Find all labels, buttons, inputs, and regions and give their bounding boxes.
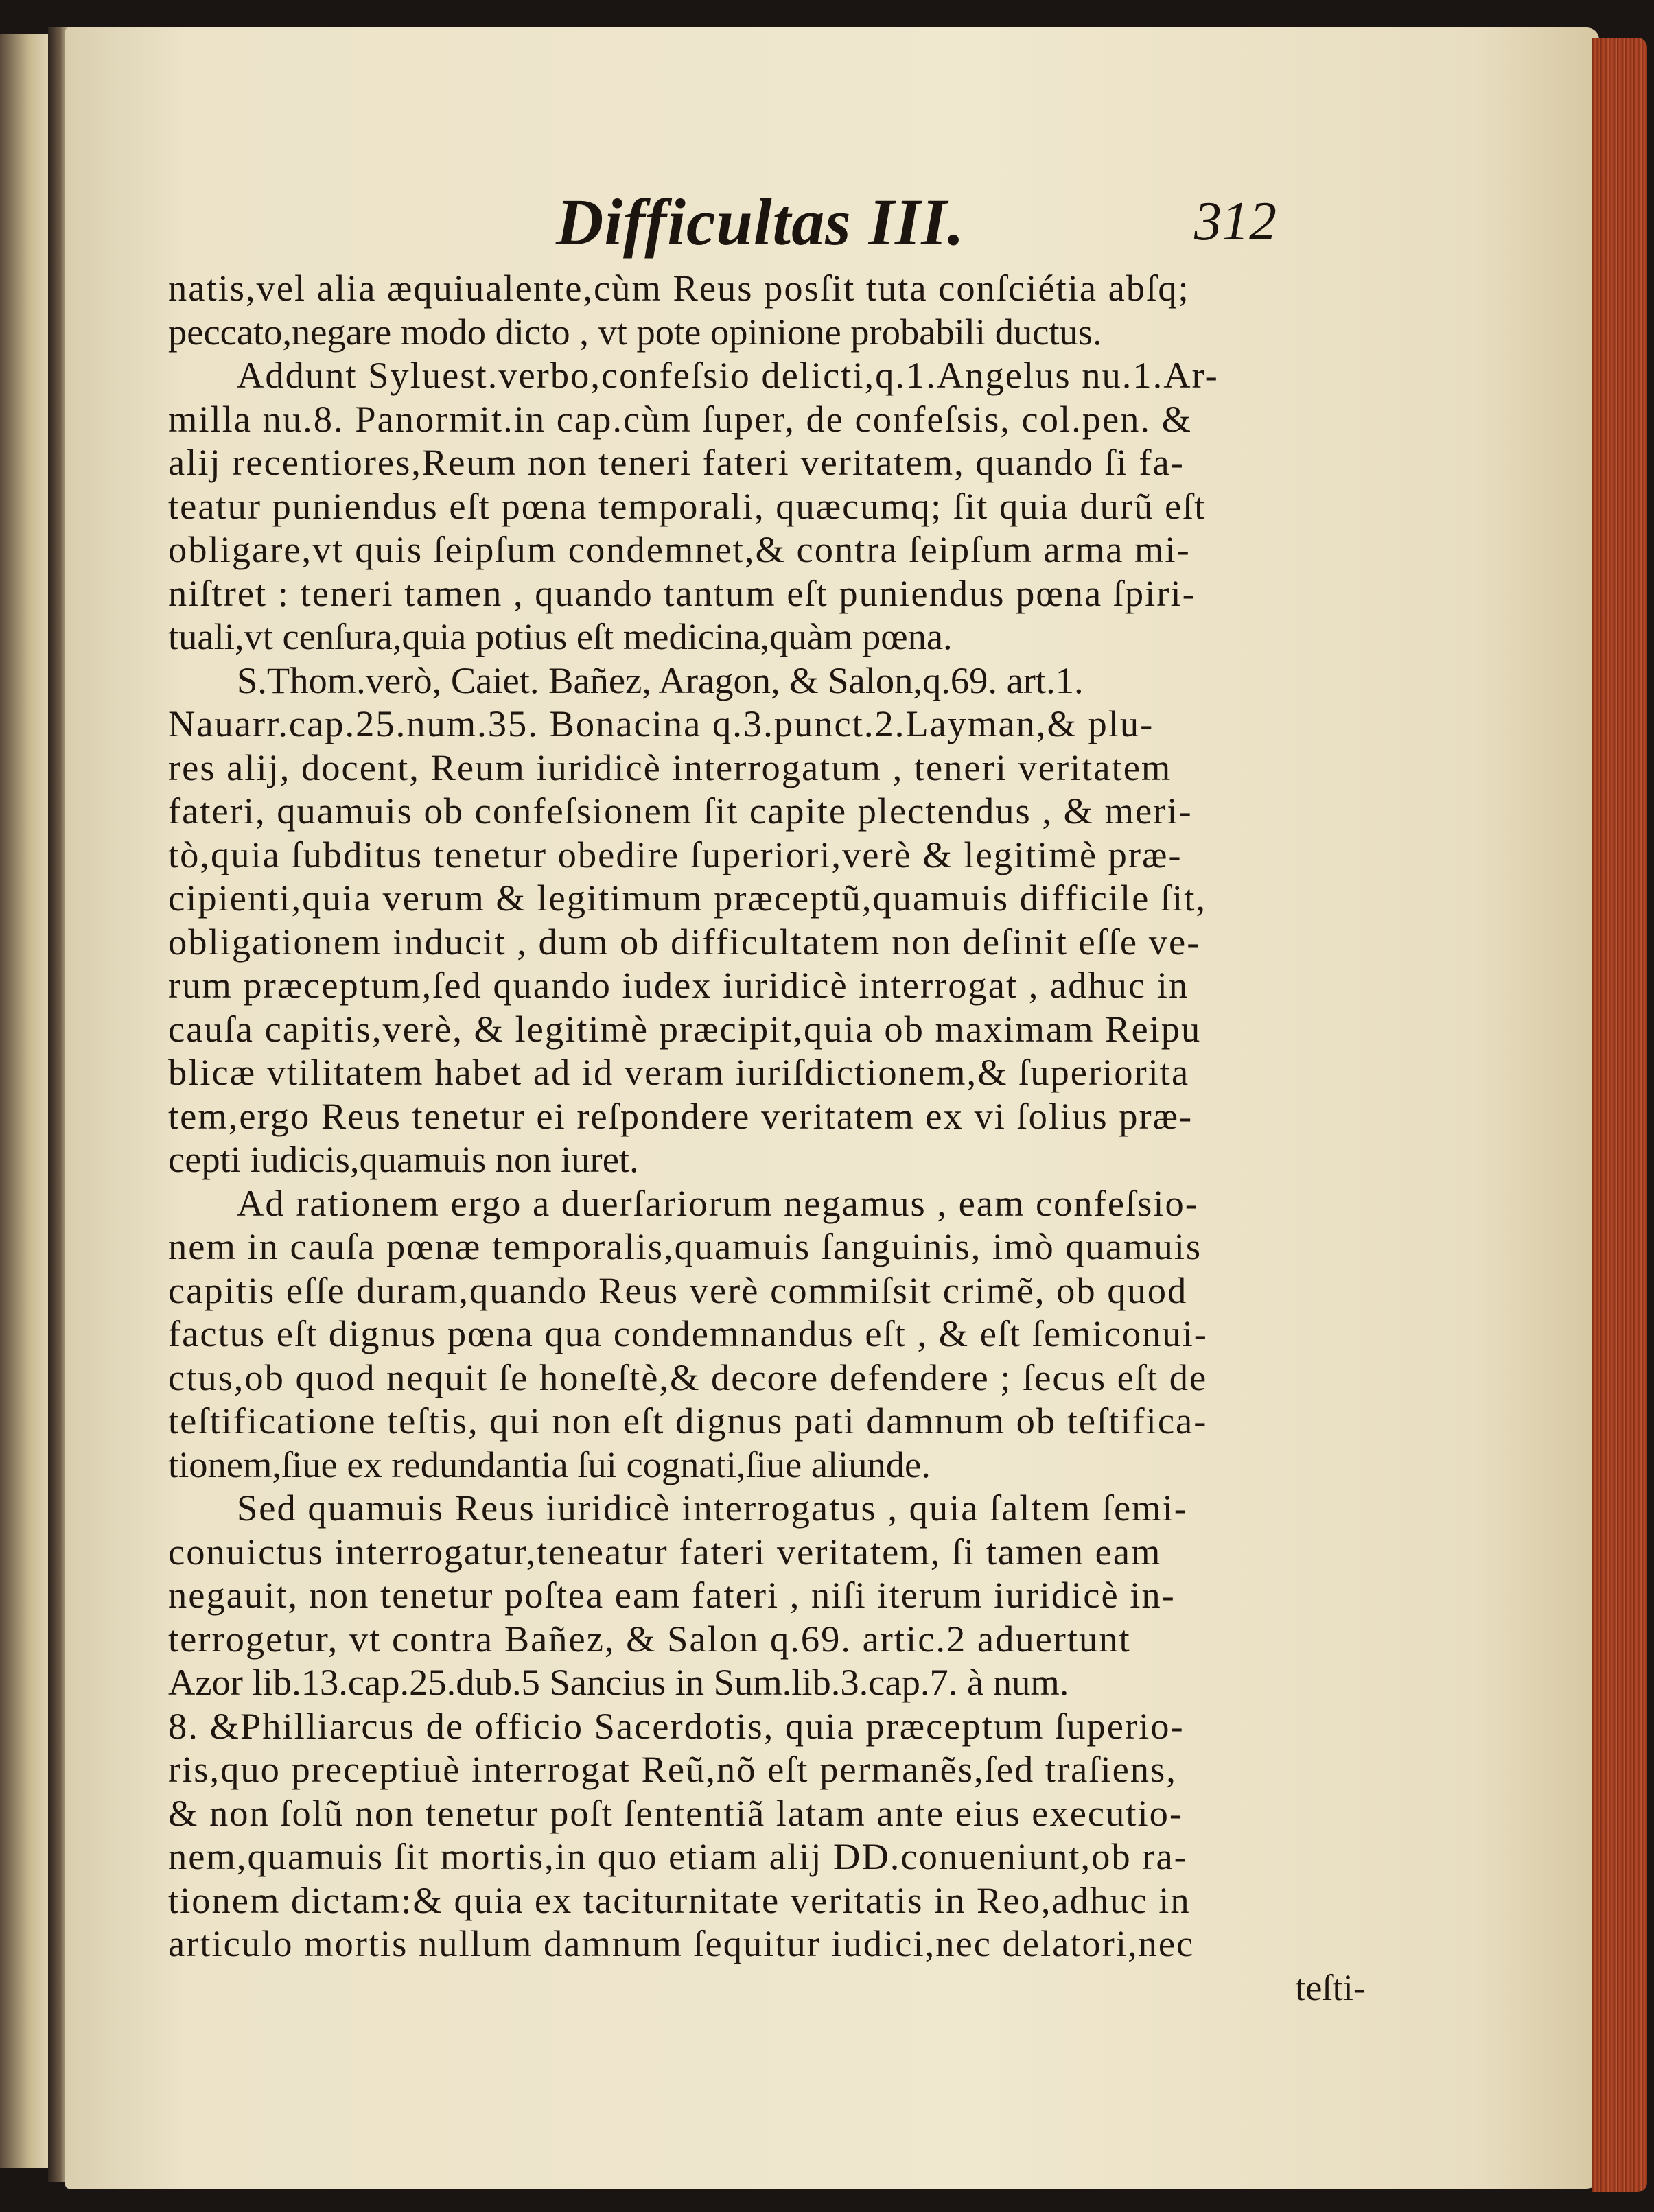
text-line: factus eſt dignus pœna qua condemnandus eſt , & eſt ſemiconui- bbox=[168, 1313, 1208, 1354]
text-line: obligationem inducit , dum ob difficultatem non deſinit eſſe ve- bbox=[168, 920, 1201, 963]
page-number: 312 bbox=[1194, 191, 1277, 252]
book-page bbox=[65, 27, 1599, 2189]
text-line: Sed quamuis Reus iuridicè interrogatus , quia ſaltem ſemi- bbox=[237, 1487, 1188, 1529]
text-line: fateri, quamuis ob confeſsionem ſit capite plectendus , & meri- bbox=[168, 790, 1193, 832]
text-line: ctus,ob quod nequit ſe honeſtè,& decore defendere ; ſecus eſt de bbox=[168, 1356, 1208, 1398]
page-header bbox=[65, 184, 1599, 266]
text-line: blicæ vtilitatem habet ad id veram iuriſdictionem,& ſuperiorita bbox=[168, 1051, 1190, 1093]
text-line: natis,vel alia æquiualente,cùm Reus posſit tuta conſciétia abſq; bbox=[168, 267, 1190, 309]
text-line: nem in cauſa pœnæ temporalis,quamuis ſanguinis, imò quamuis bbox=[168, 1225, 1202, 1267]
text-line: S.Thom.verò, Caiet. Bañez, Aragon, & Salon,q.69. art.1. bbox=[237, 659, 1084, 701]
text-line: Nauarr.cap.25.num.35. Bonacina q.3.punct.2.Layman,& plu- bbox=[168, 703, 1154, 744]
text-line: tionem dictam:& quia ex taciturnitate veritatis in Reo,adhuc in bbox=[168, 1879, 1191, 1921]
text-line: 8. &Philliarcus de officio Sacerdotis, quia præceptum ſuperio- bbox=[168, 1704, 1185, 1747]
left-page-edge bbox=[0, 34, 54, 2168]
text-line: conuictus interrogatur,teneatur fateri veritatem, ſi tamen eam bbox=[168, 1530, 1162, 1573]
text-line: cauſa capitis,verè, & legitimè præcipit,quia ob maximam Reipu bbox=[168, 1007, 1202, 1050]
text-line: rum præceptum,ſed quando iudex iuridicè interrogat , adhuc in bbox=[168, 964, 1189, 1006]
text-line: capitis eſſe duram,quando Reus verè commiſsit crimẽ, ob quod bbox=[168, 1269, 1188, 1311]
text-line: obligare,vt quis ſeipſum condemnet,& contra ſeipſum arma mi- bbox=[168, 528, 1191, 570]
text-line: articulo mortis nullum damnum ſequitur iudici,nec delatori,nec bbox=[168, 1922, 1195, 1964]
text-line: milla nu.8. Panormit.in cap.cùm ſuper, de confeſsis, col.pen. & bbox=[168, 397, 1193, 440]
text-line: & non ſolũ non tenetur poſt ſententiã latam ante eius executio- bbox=[168, 1791, 1184, 1834]
text-line: nem,quamuis ſit mortis,in quo etiam alij DD.conueniunt,ob ra- bbox=[168, 1835, 1188, 1877]
text-line: tò,quia ſubditus tenetur obedire ſuperiori,verè & legitimè præ- bbox=[168, 833, 1183, 875]
running-title: Difficultas III. bbox=[556, 185, 965, 259]
text-line: alij recentiores,Reum non teneri fateri veritatem, quando ſi fa- bbox=[168, 441, 1185, 483]
text-line: Azor lib.13.cap.25.dub.5 Sancius in Sum.lib.3.cap.7. à num. bbox=[168, 1661, 1069, 1703]
text-line: teatur puniendus eſt pœna temporali, quæcumq; ſit quia durũ eſt bbox=[168, 484, 1207, 527]
text-line: tionem,ſiue ex redundantia ſui cognati,ſiue aliunde. bbox=[168, 1443, 931, 1485]
body-text bbox=[168, 266, 1366, 2009]
text-line: ris,quo preceptiuè interrogat Reũ,nõ eſt permanẽs,ſed traſiens, bbox=[168, 1748, 1177, 1790]
text-line: peccato,negare modo dicto , vt pote opinione probabili ductus. bbox=[168, 310, 1102, 353]
text-line: negauit, non tenetur poſtea eam fateri , niſi iterum iuridicè in- bbox=[168, 1574, 1176, 1616]
text-line: Addunt Syluest.verbo,confeſsio delicti,q.1.Angelus nu.1.Ar- bbox=[237, 354, 1219, 396]
page-fore-edge bbox=[1592, 38, 1647, 2192]
text-line: tuali,vt cenſura,quia potius eſt medicina,quàm pœna. bbox=[168, 615, 953, 657]
text-line: terrogetur, vt contra Bañez, & Salon q.69. artic.2 aduertunt bbox=[168, 1617, 1131, 1660]
catchword: teſti- bbox=[1295, 1966, 1366, 2008]
text-line: res alij, docent, Reum iuridicè interrogatum , teneri veritatem bbox=[168, 746, 1172, 788]
text-line: cipienti,quia verum & legitimum præceptũ,quamuis difficile ſit, bbox=[168, 877, 1207, 919]
text-line: Ad rationem ergo a duerſariorum negamus , eam confeſsio- bbox=[237, 1181, 1199, 1224]
text-line: teſtificatione teſtis, qui non eſt dignus pati damnum ob teſtifica- bbox=[168, 1400, 1208, 1442]
text-line: tem,ergo Reus tenetur ei reſpondere veritatem ex vi ſolius præ- bbox=[168, 1094, 1193, 1137]
text-line: cepti iudicis,quamuis non iuret. bbox=[168, 1138, 639, 1180]
text-line: niſtret : teneri tamen , quando tantum eſt puniendus pœna ſpiri- bbox=[168, 572, 1196, 614]
